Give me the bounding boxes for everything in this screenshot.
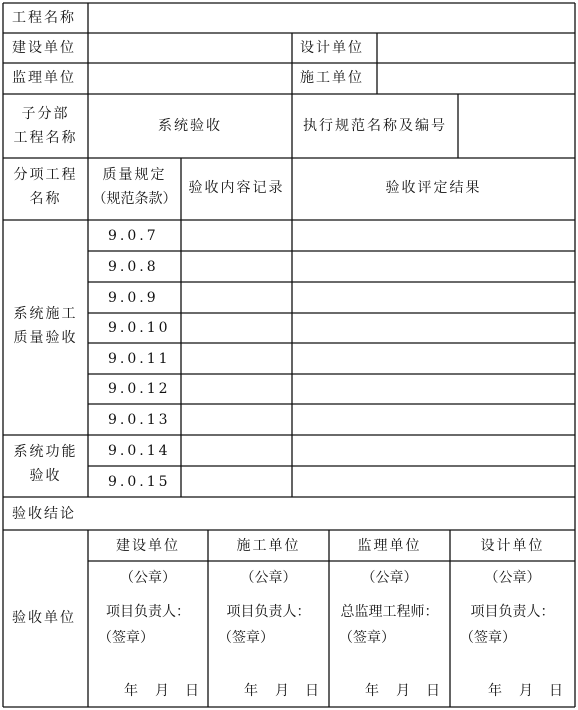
party-name-contractor: 施工单位: [236, 538, 301, 554]
party-name-builder: 建设单位: [116, 538, 180, 554]
group-label-function-2: 验收: [29, 468, 62, 484]
project-name-label: 工程名称: [12, 10, 76, 26]
subdivision-label-1: 子分部: [21, 106, 70, 122]
clause-cell: 9.0.13: [108, 412, 171, 428]
designer-label: 设计单位: [300, 40, 364, 56]
party-person: 项目负责人：: [470, 604, 555, 620]
clause-cell: 9.0.9: [108, 290, 159, 306]
date-month: 月: [396, 683, 410, 699]
contractor-label: 施工单位: [300, 70, 364, 86]
party-sign: （签章）: [460, 630, 516, 646]
date-year: 年: [244, 683, 258, 699]
date-month: 月: [275, 683, 289, 699]
date-month: 月: [519, 683, 533, 699]
conclusion-label: 验收结论: [12, 506, 76, 522]
standard-label: 执行规范名称及编号: [303, 118, 447, 134]
clause-cell: 9.0.12: [108, 381, 171, 397]
date-day: 日: [426, 683, 440, 699]
clause-cell: 9.0.7: [108, 228, 159, 244]
group-label-function-1: 系统功能: [13, 444, 78, 460]
result-label: 验收评定结果: [385, 180, 482, 196]
date-day: 日: [305, 683, 319, 699]
subdivision-label-2: 工程名称: [13, 130, 78, 146]
date-year: 年: [365, 683, 379, 699]
clause-cell: 9.0.11: [108, 351, 171, 367]
quality-rule-label-2: （规范条款）: [92, 191, 177, 207]
date-day: 日: [185, 683, 199, 699]
party-sign: （签章）: [218, 630, 274, 646]
date-month: 月: [155, 683, 169, 699]
quality-rule-label-1: 质量规定: [102, 167, 167, 183]
party-seal: （公章）: [240, 570, 297, 586]
group-label-construction-2: 质量验收: [13, 330, 78, 346]
clause-cell: 9.0.8: [108, 259, 159, 275]
party-seal: （公章）: [361, 570, 418, 586]
party-sign: （签章）: [339, 630, 395, 646]
item-name-label-2: 名称: [29, 191, 62, 207]
clause-cell: 9.0.15: [108, 474, 171, 490]
item-name-label-1: 分项工程: [13, 167, 78, 183]
date-year: 年: [124, 683, 138, 699]
party-name-supervisor: 监理单位: [357, 538, 422, 554]
clause-cell: 9.0.14: [108, 443, 171, 459]
party-seal: （公章）: [120, 570, 176, 586]
supervisor-label: 监理单位: [12, 70, 76, 86]
subdivision-value: 系统验收: [158, 118, 222, 134]
party-person: 项目负责人：: [226, 604, 311, 620]
party-name-designer: 设计单位: [480, 538, 545, 554]
clause-cell: 9.0.10: [108, 320, 171, 336]
signoff-label: 验收单位: [12, 610, 76, 626]
record-label: 验收内容记录: [188, 180, 285, 196]
party-person: 总监理工程师：: [340, 604, 439, 620]
date-year: 年: [488, 683, 502, 699]
party-person: 项目负责人：: [106, 604, 190, 620]
group-label-construction-1: 系统施工: [13, 306, 78, 322]
builder-label: 建设单位: [12, 40, 76, 56]
party-sign: （签章）: [98, 630, 154, 646]
party-seal: （公章）: [484, 570, 541, 586]
date-day: 日: [549, 683, 563, 699]
